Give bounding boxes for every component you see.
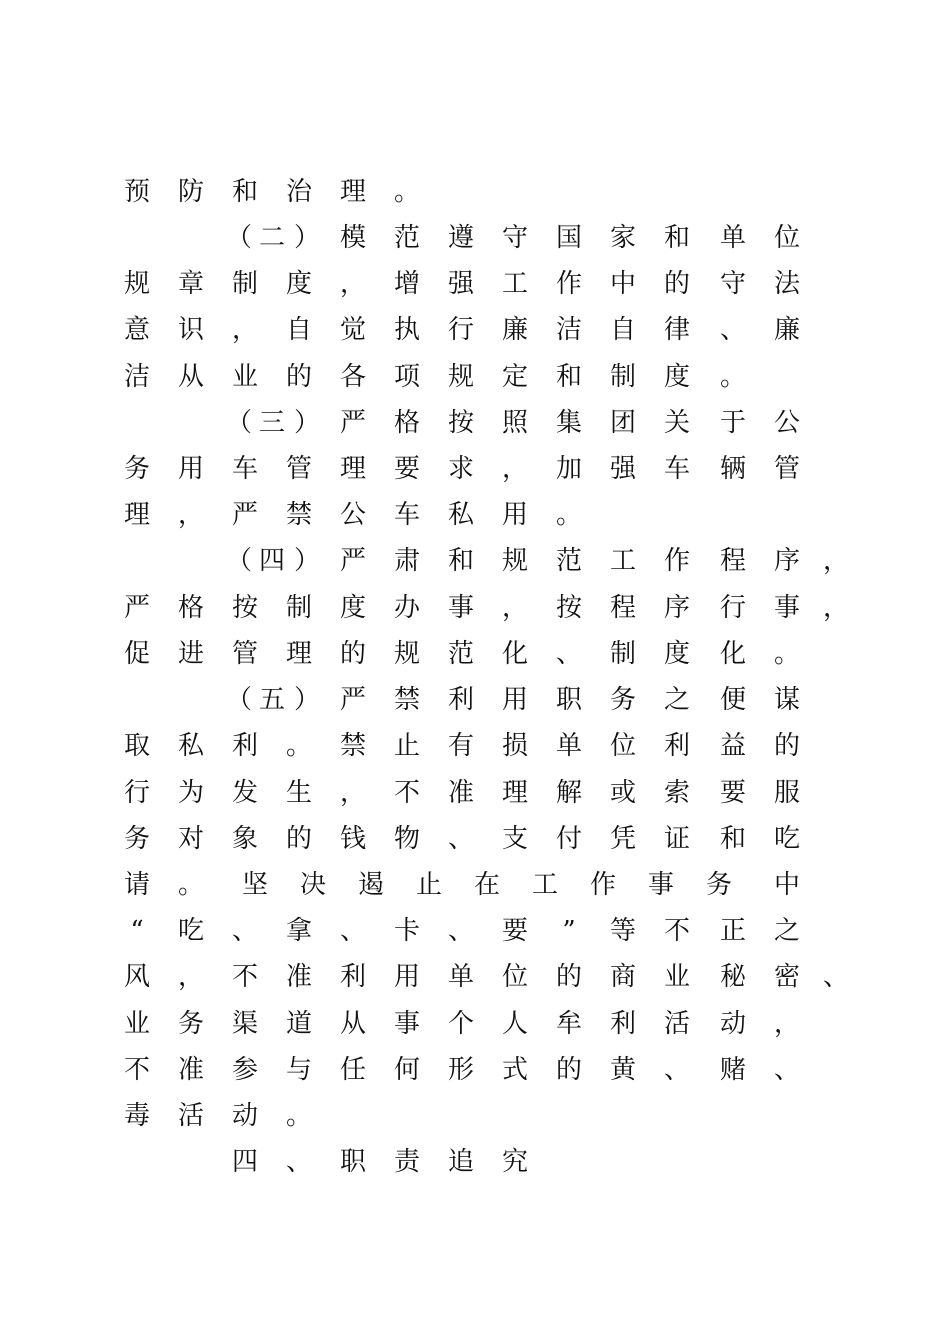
text-char: 四 xyxy=(231,1147,258,1177)
text-char: 利 xyxy=(339,962,366,992)
text-char: 形 xyxy=(447,1055,474,1085)
text-char: 觉 xyxy=(339,315,366,345)
text-char: 用 xyxy=(501,500,528,530)
text-char: 度 xyxy=(285,269,312,299)
text-char: 牟 xyxy=(555,1009,582,1039)
text-char: ， xyxy=(177,962,204,992)
text-char: 国 xyxy=(555,223,582,253)
text-char: 准 xyxy=(285,962,312,992)
text-char: 与 xyxy=(285,1055,312,1085)
text-char: 中 xyxy=(609,269,636,299)
text-char: ） xyxy=(293,223,320,253)
text-char: 序 xyxy=(663,593,690,623)
text-char: 和 xyxy=(663,223,690,253)
text-char: 单 xyxy=(555,731,582,761)
text-char: 管 xyxy=(285,454,312,484)
text-char: 四 xyxy=(258,546,285,576)
text-char: 自 xyxy=(609,315,636,345)
text-char: “ xyxy=(130,916,144,946)
text-line xyxy=(0,264,950,304)
text-char: 决 xyxy=(299,870,326,900)
text-char: 求 xyxy=(447,454,474,484)
text-line xyxy=(0,1096,950,1136)
text-char: 行 xyxy=(123,778,150,808)
text-char: 禁 xyxy=(339,731,366,761)
text-char: 团 xyxy=(609,408,636,438)
text-char: 解 xyxy=(555,778,582,808)
text-char: 度 xyxy=(663,639,690,669)
text-char: 度 xyxy=(663,362,690,392)
text-char: 从 xyxy=(339,1009,366,1039)
text-char: 不 xyxy=(123,1055,150,1085)
text-char: 究 xyxy=(501,1147,528,1177)
text-char: 格 xyxy=(393,408,420,438)
text-char: 、 xyxy=(231,916,258,946)
text-char: 要 xyxy=(393,454,420,484)
text-char: 位 xyxy=(773,223,800,253)
text-char: ） xyxy=(293,408,320,438)
text-char: ” xyxy=(562,916,576,946)
text-char: （ xyxy=(225,546,252,576)
text-char: 遵 xyxy=(447,223,474,253)
text-char: ， xyxy=(231,315,258,345)
text-char: 、 xyxy=(555,639,582,669)
text-char: 度 xyxy=(339,593,366,623)
text-char: 和 xyxy=(719,824,746,854)
text-char: 发 xyxy=(231,778,258,808)
text-char: 坚 xyxy=(241,870,268,900)
text-char: 谋 xyxy=(773,685,800,715)
text-char: 活 xyxy=(663,1009,690,1039)
text-char: 追 xyxy=(447,1147,474,1177)
text-char: ， xyxy=(501,454,528,484)
text-char: 业 xyxy=(663,962,690,992)
text-char: 定 xyxy=(501,362,528,392)
text-char: ， xyxy=(339,778,366,808)
text-char: 禁 xyxy=(393,685,420,715)
text-char: ） xyxy=(293,685,320,715)
text-char: 、 xyxy=(447,824,474,854)
text-char: 毒 xyxy=(123,1101,150,1131)
text-char: 密 xyxy=(773,962,800,992)
text-char: 、 xyxy=(773,1055,800,1085)
text-char: 务 xyxy=(123,824,150,854)
text-char: 的 xyxy=(339,639,366,669)
text-char: 任 xyxy=(339,1055,366,1085)
text-char: 公 xyxy=(773,408,800,438)
text-char: 有 xyxy=(447,731,474,761)
text-line xyxy=(0,449,950,489)
text-char: 利 xyxy=(609,1009,636,1039)
text-char: 不 xyxy=(231,962,258,992)
text-char: 程 xyxy=(609,593,636,623)
text-line xyxy=(0,310,950,350)
text-char: 章 xyxy=(177,269,204,299)
text-char: 的 xyxy=(773,731,800,761)
text-char: 关 xyxy=(663,408,690,438)
text-char: 准 xyxy=(447,778,474,808)
text-char: 拿 xyxy=(285,916,312,946)
text-line xyxy=(0,957,950,997)
text-char: ， xyxy=(773,1009,800,1039)
text-char: 要 xyxy=(719,778,746,808)
text-char: 事 xyxy=(393,1009,420,1039)
text-char: 模 xyxy=(339,223,366,253)
text-char: 正 xyxy=(719,916,746,946)
text-char: 取 xyxy=(123,731,150,761)
text-char: 吃 xyxy=(773,824,800,854)
text-char: 化 xyxy=(501,639,528,669)
text-char: 加 xyxy=(555,454,582,484)
text-char: 车 xyxy=(393,500,420,530)
text-char: 、 xyxy=(447,916,474,946)
text-line xyxy=(0,495,950,535)
text-char: 程 xyxy=(719,546,746,576)
text-char: 生 xyxy=(285,778,312,808)
text-char: 严 xyxy=(339,408,366,438)
text-char: 范 xyxy=(393,223,420,253)
text-char: 理 xyxy=(339,177,366,207)
text-line xyxy=(0,218,950,258)
text-line xyxy=(0,726,950,766)
text-char: 严 xyxy=(123,593,150,623)
text-char: 服 xyxy=(773,778,800,808)
text-char: 的 xyxy=(555,1055,582,1085)
text-char: 廉 xyxy=(773,315,800,345)
text-char: ， xyxy=(339,269,366,299)
text-char: 。 xyxy=(719,362,746,392)
text-char: 作 xyxy=(555,269,582,299)
text-char: 制 xyxy=(609,362,636,392)
text-char: 工 xyxy=(531,870,558,900)
text-char: 位 xyxy=(609,731,636,761)
text-char: 车 xyxy=(231,454,258,484)
text-char: 等 xyxy=(609,916,636,946)
text-char: 增 xyxy=(393,269,420,299)
text-char: 渠 xyxy=(231,1009,258,1039)
text-line xyxy=(0,634,950,674)
text-char: ， xyxy=(501,593,528,623)
text-char: 凭 xyxy=(609,824,636,854)
text-char: 益 xyxy=(719,731,746,761)
text-char: 何 xyxy=(393,1055,420,1085)
text-char: 用 xyxy=(501,685,528,715)
text-char: 。 xyxy=(555,500,582,530)
text-char: 预 xyxy=(123,177,150,207)
text-char: 之 xyxy=(663,685,690,715)
text-char: 三 xyxy=(258,408,285,438)
text-char: 单 xyxy=(447,962,474,992)
text-char: 洁 xyxy=(555,315,582,345)
text-char: 动 xyxy=(231,1101,258,1131)
text-line xyxy=(0,1050,950,1090)
text-char: 请 xyxy=(123,870,150,900)
text-line xyxy=(0,403,950,443)
text-char: 、 xyxy=(339,916,366,946)
text-char: 识 xyxy=(177,315,204,345)
text-char: 单 xyxy=(719,223,746,253)
text-char: 务 xyxy=(609,685,636,715)
text-char: 于 xyxy=(719,408,746,438)
text-char: 职 xyxy=(339,1147,366,1177)
text-char: 便 xyxy=(719,685,746,715)
text-char: 执 xyxy=(393,315,420,345)
text-char: 事 xyxy=(773,593,800,623)
text-char: 守 xyxy=(501,223,528,253)
text-char: 序 xyxy=(773,546,800,576)
text-char: 廉 xyxy=(501,315,528,345)
text-char: 卡 xyxy=(393,916,420,946)
text-char: 准 xyxy=(177,1055,204,1085)
text-char: 严 xyxy=(339,685,366,715)
text-char: 参 xyxy=(231,1055,258,1085)
text-char: 要 xyxy=(501,916,528,946)
text-char: 象 xyxy=(231,824,258,854)
text-char: 范 xyxy=(447,639,474,669)
text-char: 规 xyxy=(123,269,150,299)
text-line xyxy=(0,588,950,628)
text-char: 业 xyxy=(123,1009,150,1039)
text-char: 动 xyxy=(719,1009,746,1039)
text-char: ， xyxy=(822,546,849,576)
text-char: 按 xyxy=(447,408,474,438)
text-char: 制 xyxy=(609,639,636,669)
text-char: 项 xyxy=(393,362,420,392)
text-char: 五 xyxy=(258,685,285,715)
text-char: ， xyxy=(177,500,204,530)
text-char: 为 xyxy=(177,778,204,808)
text-char: 集 xyxy=(555,408,582,438)
text-line xyxy=(0,541,950,581)
text-char: 利 xyxy=(447,685,474,715)
text-line xyxy=(0,773,950,813)
text-char: 道 xyxy=(285,1009,312,1039)
text-char: 禁 xyxy=(285,500,312,530)
text-char: 辆 xyxy=(719,454,746,484)
text-char: 活 xyxy=(177,1101,204,1131)
text-char: 止 xyxy=(393,731,420,761)
text-char: 的 xyxy=(663,269,690,299)
text-char: 各 xyxy=(339,362,366,392)
text-char: 。 xyxy=(285,731,312,761)
text-char: 作 xyxy=(589,870,616,900)
text-char: 促 xyxy=(123,639,150,669)
text-char: 商 xyxy=(609,962,636,992)
text-char: 在 xyxy=(473,870,500,900)
text-char: 个 xyxy=(447,1009,474,1039)
text-char: 不 xyxy=(663,916,690,946)
text-char: 严 xyxy=(339,546,366,576)
text-char: 律 xyxy=(663,315,690,345)
text-char: 理 xyxy=(501,778,528,808)
text-char: 规 xyxy=(501,546,528,576)
text-char: 、 xyxy=(822,962,849,992)
text-char: 对 xyxy=(177,824,204,854)
text-char: 规 xyxy=(447,362,474,392)
text-char: 家 xyxy=(609,223,636,253)
text-char: 之 xyxy=(773,916,800,946)
text-char: 行 xyxy=(447,315,474,345)
text-line xyxy=(0,1004,950,1044)
text-char: 索 xyxy=(663,778,690,808)
text-char: 不 xyxy=(393,778,420,808)
text-char: 按 xyxy=(231,593,258,623)
text-char: 从 xyxy=(177,362,204,392)
text-char: 工 xyxy=(501,269,528,299)
text-line xyxy=(0,172,950,212)
text-char: 。 xyxy=(285,1101,312,1131)
text-char: 。 xyxy=(393,177,420,207)
text-char: 的 xyxy=(555,962,582,992)
text-char: 付 xyxy=(555,824,582,854)
text-char: 钱 xyxy=(339,824,366,854)
text-char: 肃 xyxy=(393,546,420,576)
text-char: 管 xyxy=(773,454,800,484)
text-char: 防 xyxy=(177,177,204,207)
text-line xyxy=(0,357,950,397)
text-char: 制 xyxy=(285,593,312,623)
text-line xyxy=(0,865,950,905)
text-char: 私 xyxy=(447,500,474,530)
text-char: 务 xyxy=(123,454,150,484)
text-char: （ xyxy=(225,685,252,715)
text-char: ， xyxy=(822,593,849,623)
text-char: 位 xyxy=(501,962,528,992)
text-char: 遏 xyxy=(357,870,384,900)
text-char: 黄 xyxy=(609,1055,636,1085)
text-char: ） xyxy=(293,546,320,576)
text-char: 用 xyxy=(177,454,204,484)
text-char: 照 xyxy=(501,408,528,438)
text-char: 作 xyxy=(663,546,690,576)
text-char: 中 xyxy=(773,870,800,900)
text-line xyxy=(0,819,950,859)
text-char: 法 xyxy=(773,269,800,299)
text-char: 用 xyxy=(393,962,420,992)
text-char: 利 xyxy=(663,731,690,761)
text-char: 。 xyxy=(773,639,800,669)
text-char: 吃 xyxy=(177,916,204,946)
text-char: 范 xyxy=(555,546,582,576)
text-char: 守 xyxy=(719,269,746,299)
text-char: 。 xyxy=(177,870,204,900)
text-char: 严 xyxy=(231,500,258,530)
text-char: 按 xyxy=(555,593,582,623)
text-line xyxy=(0,1142,950,1182)
text-char: 式 xyxy=(501,1055,528,1085)
text-char: 公 xyxy=(339,500,366,530)
text-char: 利 xyxy=(231,731,258,761)
text-char: 强 xyxy=(447,269,474,299)
text-char: （ xyxy=(225,223,252,253)
text-char: 化 xyxy=(719,639,746,669)
text-char: 、 xyxy=(285,1147,312,1177)
text-char: 工 xyxy=(609,546,636,576)
text-char: 事 xyxy=(647,870,674,900)
text-char: 止 xyxy=(415,870,442,900)
text-char: 物 xyxy=(393,824,420,854)
text-char: 和 xyxy=(447,546,474,576)
text-char: 强 xyxy=(609,454,636,484)
text-char: 二 xyxy=(258,223,285,253)
text-char: 和 xyxy=(555,362,582,392)
text-char: 人 xyxy=(501,1009,528,1039)
text-char: 秘 xyxy=(719,962,746,992)
text-char: 风 xyxy=(123,962,150,992)
text-char: 证 xyxy=(663,824,690,854)
text-char: 事 xyxy=(447,593,474,623)
text-char: 务 xyxy=(177,1009,204,1039)
text-char: 的 xyxy=(285,362,312,392)
text-char: 洁 xyxy=(123,362,150,392)
text-char: 车 xyxy=(663,454,690,484)
text-char: 理 xyxy=(339,454,366,484)
text-char: 损 xyxy=(501,731,528,761)
text-char: 和 xyxy=(231,177,258,207)
text-line xyxy=(0,680,950,720)
text-char: 、 xyxy=(663,1055,690,1085)
text-char: 、 xyxy=(719,315,746,345)
text-char: 职 xyxy=(555,685,582,715)
text-char: 责 xyxy=(393,1147,420,1177)
text-char: 务 xyxy=(705,870,732,900)
text-char: 管 xyxy=(231,639,258,669)
text-char: 赌 xyxy=(719,1055,746,1085)
text-char: 制 xyxy=(231,269,258,299)
text-char: 治 xyxy=(285,177,312,207)
text-char: 规 xyxy=(393,639,420,669)
text-char: 办 xyxy=(393,593,420,623)
text-char: 行 xyxy=(719,593,746,623)
text-char: 或 xyxy=(609,778,636,808)
text-char: 支 xyxy=(501,824,528,854)
text-char: 进 xyxy=(177,639,204,669)
text-char: 私 xyxy=(177,731,204,761)
text-char: 的 xyxy=(285,824,312,854)
text-line xyxy=(0,911,950,951)
text-char: （ xyxy=(225,408,252,438)
text-char: 自 xyxy=(285,315,312,345)
text-char: 理 xyxy=(123,500,150,530)
text-char: 理 xyxy=(285,639,312,669)
text-char: 业 xyxy=(231,362,258,392)
text-char: 格 xyxy=(177,593,204,623)
text-char: 意 xyxy=(123,315,150,345)
